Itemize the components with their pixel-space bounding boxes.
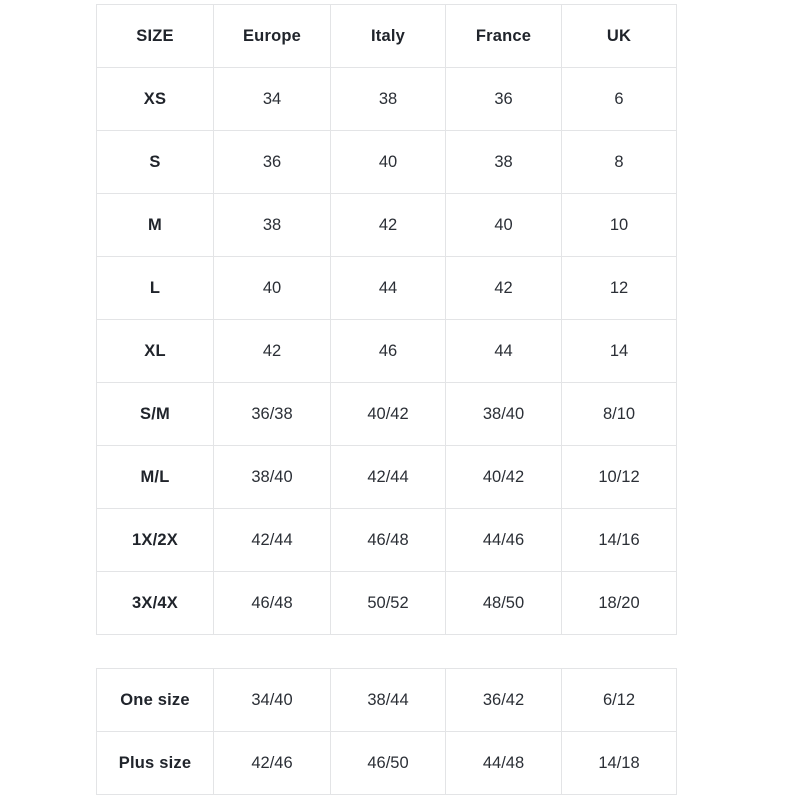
row-label: L: [97, 257, 214, 320]
row-label: One size: [97, 669, 214, 732]
cell-uk: 10/12: [562, 446, 677, 509]
cell-italy: 44: [331, 257, 446, 320]
cell-france: 44/48: [446, 732, 562, 795]
cell-uk: 6/12: [562, 669, 677, 732]
size-conversion-table-wrapper: [96, 4, 676, 635]
table-row: [97, 257, 677, 320]
cell-europe: 38: [214, 194, 331, 257]
cell-uk: 10: [562, 194, 677, 257]
cell-france: 36/42: [446, 669, 562, 732]
cell-europe: 40: [214, 257, 331, 320]
cell-uk: 6: [562, 68, 677, 131]
table-row: [97, 572, 677, 635]
row-label: XS: [97, 68, 214, 131]
cell-europe: 42: [214, 320, 331, 383]
cell-europe: 42/44: [214, 509, 331, 572]
table-row: [97, 194, 677, 257]
cell-uk: 14: [562, 320, 677, 383]
cell-uk: 8/10: [562, 383, 677, 446]
one-size-table-wrapper: [96, 668, 676, 795]
cell-italy: 40/42: [331, 383, 446, 446]
cell-italy: 38/44: [331, 669, 446, 732]
cell-europe: 42/46: [214, 732, 331, 795]
cell-uk: 12: [562, 257, 677, 320]
table-row: [97, 669, 677, 732]
one-size-table: [96, 668, 677, 795]
table-row: [97, 509, 677, 572]
column-header-italy: Italy: [331, 5, 446, 68]
cell-europe: 34/40: [214, 669, 331, 732]
column-header-uk: UK: [562, 5, 677, 68]
cell-europe: 36/38: [214, 383, 331, 446]
table-body: [97, 68, 677, 635]
table-row: [97, 68, 677, 131]
cell-france: 42: [446, 257, 562, 320]
row-label: M: [97, 194, 214, 257]
cell-italy: 46/50: [331, 732, 446, 795]
table-row: [97, 446, 677, 509]
cell-italy: 40: [331, 131, 446, 194]
cell-uk: 14/16: [562, 509, 677, 572]
cell-italy: 38: [331, 68, 446, 131]
cell-france: 44: [446, 320, 562, 383]
cell-france: 36: [446, 68, 562, 131]
row-label: S/M: [97, 383, 214, 446]
cell-italy: 42: [331, 194, 446, 257]
cell-uk: 8: [562, 131, 677, 194]
cell-france: 38/40: [446, 383, 562, 446]
cell-france: 40: [446, 194, 562, 257]
cell-italy: 50/52: [331, 572, 446, 635]
row-label: 3X/4X: [97, 572, 214, 635]
cell-italy: 46: [331, 320, 446, 383]
cell-europe: 36: [214, 131, 331, 194]
cell-france: 44/46: [446, 509, 562, 572]
table-row: [97, 320, 677, 383]
cell-uk: 14/18: [562, 732, 677, 795]
table-row: [97, 732, 677, 795]
cell-italy: 42/44: [331, 446, 446, 509]
cell-france: 38: [446, 131, 562, 194]
table-header-row: [97, 5, 677, 68]
cell-uk: 18/20: [562, 572, 677, 635]
cell-italy: 46/48: [331, 509, 446, 572]
cell-europe: 34: [214, 68, 331, 131]
column-header-europe: Europe: [214, 5, 331, 68]
row-label: XL: [97, 320, 214, 383]
cell-france: 40/42: [446, 446, 562, 509]
column-header-france: France: [446, 5, 562, 68]
row-label: M/L: [97, 446, 214, 509]
cell-france: 48/50: [446, 572, 562, 635]
table-row: [97, 131, 677, 194]
cell-europe: 38/40: [214, 446, 331, 509]
row-label: S: [97, 131, 214, 194]
column-header-size: SIZE: [97, 5, 214, 68]
row-label: Plus size: [97, 732, 214, 795]
cell-europe: 46/48: [214, 572, 331, 635]
table-row: [97, 383, 677, 446]
table-body: [97, 669, 677, 795]
size-conversion-table: [96, 4, 677, 635]
row-label: 1X/2X: [97, 509, 214, 572]
